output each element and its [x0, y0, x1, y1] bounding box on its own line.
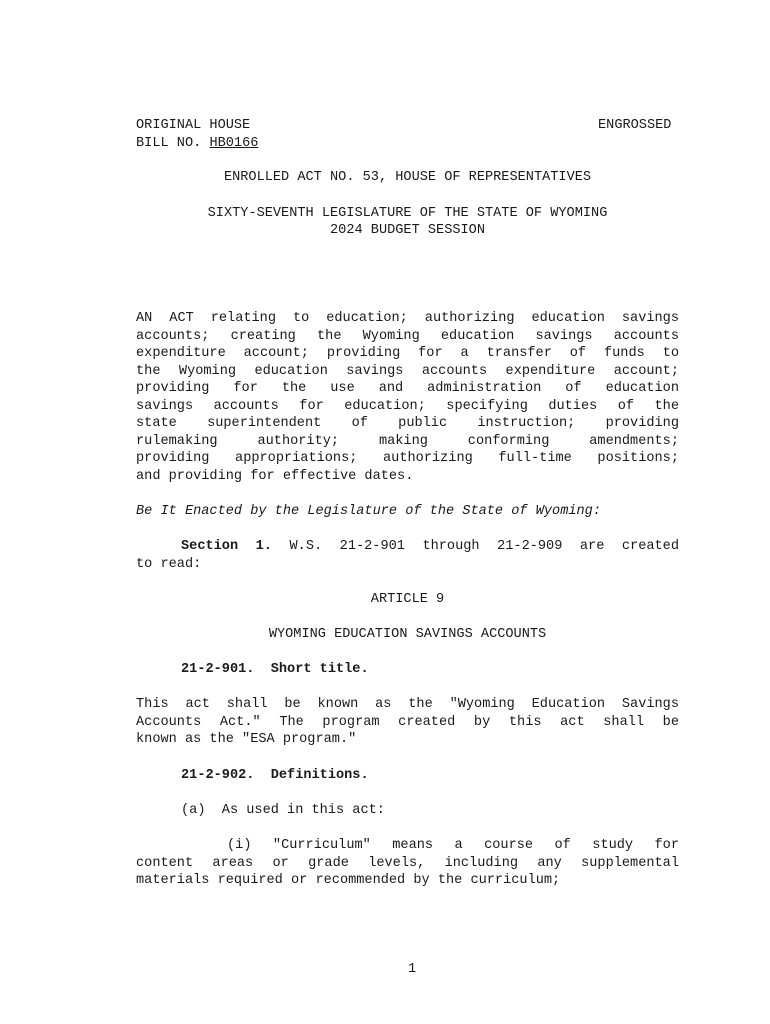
- bill-number-line: [136, 135, 258, 153]
- summary-line: AN ACT relating to education; authorizing education savings: [136, 311, 679, 326]
- session-title: 2024 BUDGET SESSION: [330, 223, 485, 238]
- section-901-line: known as the "ESA program.": [136, 732, 357, 747]
- act-summary: [136, 310, 679, 485]
- paragraph-i-line: content areas or grade levels, including any supplemental: [136, 855, 679, 871]
- article-number: ARTICLE 9: [370, 592, 445, 607]
- legislature-title: SIXTY-SEVENTH LEGISLATURE OF THE STATE OF WYOMING: [207, 206, 608, 221]
- summary-line: and providing for effective dates.: [136, 468, 414, 484]
- summary-line: rulemaking authority; making conforming amendments;: [136, 433, 679, 449]
- summary-line: the Wyoming education savings accounts expenditure account;: [136, 363, 679, 379]
- bill-no-label: BILL NO.: [136, 136, 202, 151]
- summary-line: state superintendent of public instruction; providing: [136, 416, 679, 431]
- summary-line: accounts; creating the Wyoming education savings accounts: [136, 328, 679, 344]
- bill-number: HB0166: [209, 136, 259, 151]
- subsection-a: (a) As used in this act:: [181, 803, 385, 818]
- section-901-body: [136, 696, 679, 749]
- page-number: 1: [408, 962, 417, 977]
- summary-line: providing appropriations; authorizing full-time positions;: [136, 451, 679, 466]
- paragraph-i-line: (i) "Curriculum" means a course of study for: [227, 838, 679, 853]
- enacting-clause: Be It Enacted by the Legislature of the State of Wyoming:: [136, 504, 601, 519]
- article-title: WYOMING EDUCATION SAVINGS ACCOUNTS: [268, 627, 547, 642]
- paragraph-i: [136, 837, 679, 890]
- section-1-label: Section 1.: [181, 539, 272, 554]
- paragraph-i-line: materials required or recommended by the curriculum;: [136, 873, 561, 888]
- engrossed-label: ENGROSSED: [598, 118, 672, 133]
- summary-line: savings accounts for education; specifying duties of the: [136, 398, 679, 414]
- enrolled-act-title: ENROLLED ACT NO. 53, HOUSE OF REPRESENTATIVES: [223, 170, 592, 185]
- section-1-text: W.S. 21-2-901 through 21-2-909 are created: [289, 539, 679, 554]
- summary-line: expenditure account; providing for a transfer of funds to: [136, 346, 679, 361]
- section-1: [136, 538, 679, 573]
- section-902-heading: 21-2-902. Definitions.: [181, 768, 369, 783]
- section-1-line-1: [136, 538, 679, 556]
- summary-line: providing for the use and administration of education: [136, 381, 679, 396]
- section-1-line-2: to read:: [136, 556, 202, 572]
- section-901-heading: 21-2-901. Short title.: [181, 662, 369, 677]
- section-901-line: This act shall be known as the "Wyoming Education Savings: [136, 697, 679, 712]
- original-house-label: ORIGINAL HOUSE: [136, 118, 251, 133]
- section-901-line: Accounts Act." The program created by this act shall be: [136, 714, 679, 730]
